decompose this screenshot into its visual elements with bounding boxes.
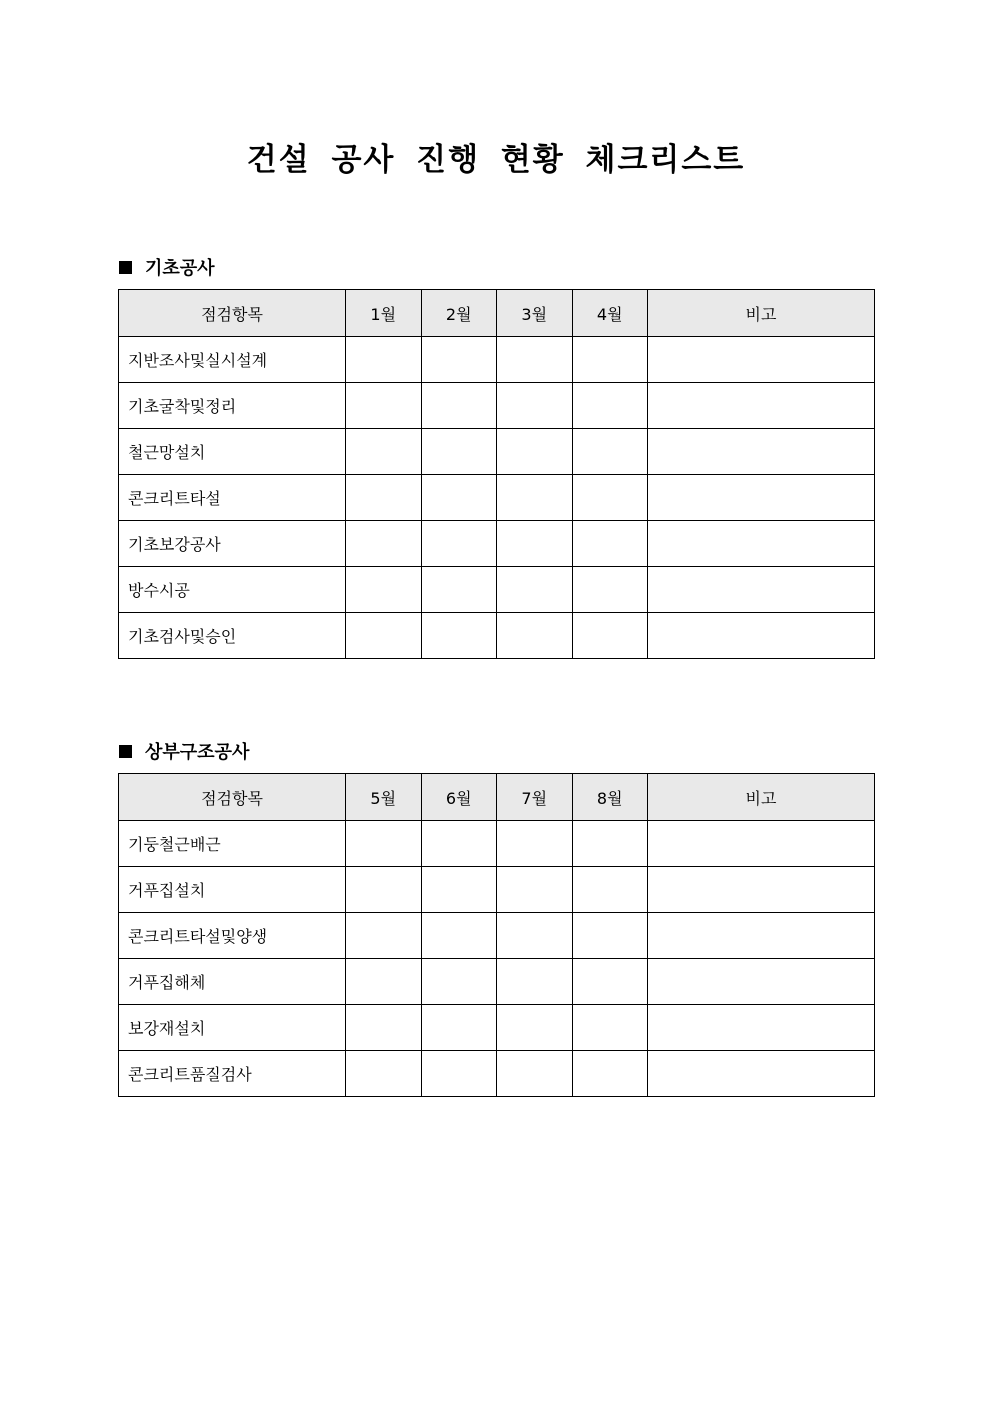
month-check-cell[interactable] [497, 337, 573, 383]
column-header-month: 6월 [421, 774, 497, 821]
month-check-cell[interactable] [572, 567, 648, 613]
month-check-cell[interactable] [421, 821, 497, 867]
column-header-item: 점검항목 [119, 774, 346, 821]
month-check-cell[interactable] [497, 383, 573, 429]
month-check-cell[interactable] [497, 1005, 573, 1051]
month-check-cell[interactable] [421, 521, 497, 567]
table-row [119, 475, 875, 521]
month-check-cell[interactable] [346, 867, 422, 913]
month-check-cell[interactable] [572, 613, 648, 659]
month-check-cell[interactable] [572, 521, 648, 567]
month-check-cell[interactable] [572, 913, 648, 959]
column-header-month: 5월 [346, 774, 422, 821]
month-check-cell[interactable] [497, 429, 573, 475]
square-bullet-icon [119, 745, 132, 758]
note-cell[interactable] [648, 383, 875, 429]
check-item-label: 콘크리트타설 [119, 475, 346, 521]
month-check-cell[interactable] [497, 613, 573, 659]
note-cell[interactable] [648, 1005, 875, 1051]
month-check-cell[interactable] [346, 1005, 422, 1051]
square-bullet-icon [119, 261, 132, 274]
note-cell[interactable] [648, 337, 875, 383]
month-check-cell[interactable] [346, 429, 422, 475]
table-row [119, 383, 875, 429]
month-check-cell[interactable] [346, 567, 422, 613]
column-header-note: 비고 [648, 290, 875, 337]
month-check-cell[interactable] [497, 821, 573, 867]
section-heading-foundation [119, 254, 215, 280]
month-check-cell[interactable] [421, 1005, 497, 1051]
month-check-cell[interactable] [346, 1051, 422, 1097]
note-cell[interactable] [648, 613, 875, 659]
column-header-month: 1월 [346, 290, 422, 337]
note-cell[interactable] [648, 959, 875, 1005]
table-row [119, 429, 875, 475]
month-check-cell[interactable] [572, 429, 648, 475]
month-check-cell[interactable] [497, 867, 573, 913]
column-header-item: 점검항목 [119, 290, 346, 337]
note-cell[interactable] [648, 429, 875, 475]
column-header-month: 8월 [572, 774, 648, 821]
table-row [119, 567, 875, 613]
check-item-label: 거푸집설치 [119, 867, 346, 913]
month-check-cell[interactable] [421, 959, 497, 1005]
month-check-cell[interactable] [421, 613, 497, 659]
month-check-cell[interactable] [497, 959, 573, 1005]
month-check-cell[interactable] [497, 567, 573, 613]
table-row [119, 613, 875, 659]
month-check-cell[interactable] [421, 429, 497, 475]
check-item-label: 콘크리트품질검사 [119, 1051, 346, 1097]
month-check-cell[interactable] [421, 867, 497, 913]
column-header-month: 2월 [421, 290, 497, 337]
month-check-cell[interactable] [421, 913, 497, 959]
superstructure-checklist-table [118, 773, 875, 1097]
month-check-cell[interactable] [421, 383, 497, 429]
check-item-label: 방수시공 [119, 567, 346, 613]
column-header-note: 비고 [648, 774, 875, 821]
section-heading-label: 기초공사 [145, 258, 215, 279]
note-cell[interactable] [648, 867, 875, 913]
month-check-cell[interactable] [572, 337, 648, 383]
month-check-cell[interactable] [497, 1051, 573, 1097]
column-header-month: 7월 [497, 774, 573, 821]
month-check-cell[interactable] [572, 1051, 648, 1097]
table-row [119, 867, 875, 913]
table-header-row [119, 290, 875, 337]
note-cell[interactable] [648, 913, 875, 959]
month-check-cell[interactable] [346, 383, 422, 429]
page-title: 건설 공사 진행 현황 체크리스트 [246, 142, 746, 178]
month-check-cell[interactable] [346, 613, 422, 659]
note-cell[interactable] [648, 521, 875, 567]
month-check-cell[interactable] [346, 475, 422, 521]
month-check-cell[interactable] [497, 475, 573, 521]
foundation-checklist-table [118, 289, 875, 659]
table-row [119, 821, 875, 867]
check-item-label: 지반조사및실시설계 [119, 337, 346, 383]
month-check-cell[interactable] [346, 821, 422, 867]
month-check-cell[interactable] [346, 337, 422, 383]
section-heading-label: 상부구조공사 [145, 742, 250, 763]
month-check-cell[interactable] [346, 959, 422, 1005]
check-item-label: 기초보강공사 [119, 521, 346, 567]
section-heading-superstructure [119, 738, 249, 764]
table-row [119, 521, 875, 567]
month-check-cell[interactable] [572, 383, 648, 429]
month-check-cell[interactable] [572, 475, 648, 521]
table-row [119, 1051, 875, 1097]
table-header-row [119, 774, 875, 821]
month-check-cell[interactable] [346, 521, 422, 567]
check-item-label: 콘크리트타설및양생 [119, 913, 346, 959]
month-check-cell[interactable] [421, 567, 497, 613]
month-check-cell[interactable] [421, 475, 497, 521]
check-item-label: 기둥철근배근 [119, 821, 346, 867]
month-check-cell[interactable] [421, 1051, 497, 1097]
check-item-label: 기초굴착및정리 [119, 383, 346, 429]
month-check-cell[interactable] [572, 1005, 648, 1051]
month-check-cell[interactable] [497, 913, 573, 959]
note-cell[interactable] [648, 567, 875, 613]
note-cell[interactable] [648, 821, 875, 867]
table-row [119, 913, 875, 959]
table-row [119, 959, 875, 1005]
table-row [119, 337, 875, 383]
check-item-label: 보강재설치 [119, 1005, 346, 1051]
check-item-label: 기초검사및승인 [119, 613, 346, 659]
month-check-cell[interactable] [572, 867, 648, 913]
month-check-cell[interactable] [346, 913, 422, 959]
note-cell[interactable] [648, 1051, 875, 1097]
month-check-cell[interactable] [497, 521, 573, 567]
column-header-month: 3월 [497, 290, 573, 337]
check-item-label: 거푸집해체 [119, 959, 346, 1005]
note-cell[interactable] [648, 475, 875, 521]
month-check-cell[interactable] [421, 337, 497, 383]
month-check-cell[interactable] [572, 959, 648, 1005]
month-check-cell[interactable] [572, 821, 648, 867]
check-item-label: 철근망설치 [119, 429, 346, 475]
table-row [119, 1005, 875, 1051]
column-header-month: 4월 [572, 290, 648, 337]
